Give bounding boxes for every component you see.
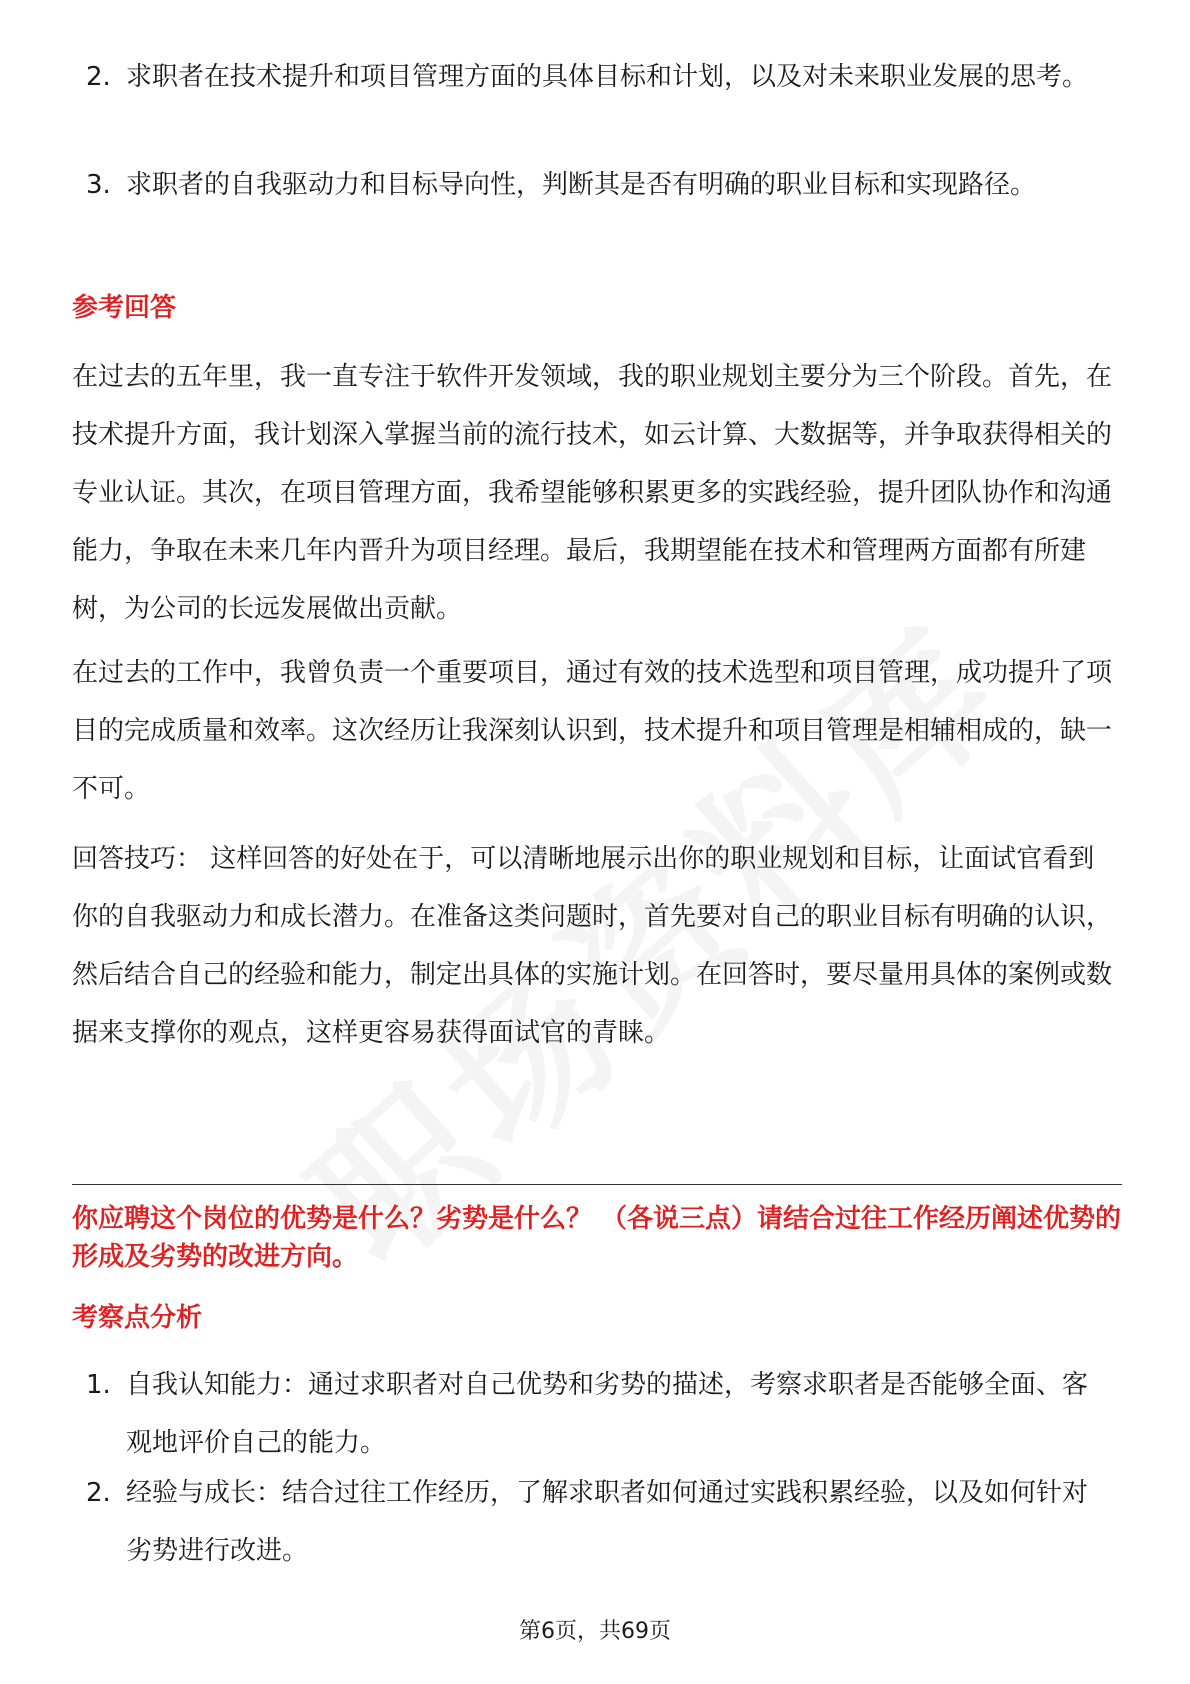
- analysis-heading: 考察点分析: [72, 1303, 203, 1333]
- list-item-text: 求职者的自我驱动力和目标导向性，判断其是否有明确的职业目标和实现路径。: [126, 170, 1037, 200]
- answer-paragraph-1: 在过去的五年里，我一直专注于软件开发领域，我的职业规划主要分为三个阶段。首先，在技术提升方面，我计划深入掌握当前的流行技术，如云计算、大数据等，并争取获得相关的专业认证。其次，在项目管理方面，我希望能够积累更多的实践经验，提升团队协作和沟通能力，争取在未来几年内晋升为项目经理。最后，我期望能在技术和管理两方面都有所建树，为公司的长远发展做出贡献。: [72, 362, 1113, 624]
- list-item: [0, 156, 1190, 272]
- list-item-text: 求职者在技术提升和项目管理方面的具体目标和计划，以及对未来职业发展的思考。: [126, 62, 1089, 92]
- reference-answer-heading: 参考回答: [72, 293, 177, 323]
- list-item: [0, 1356, 1190, 1472]
- list-item-number: 3.: [86, 170, 111, 200]
- answer-tip-paragraph: 回答技巧： 这样回答的好处在于，可以清晰地展示出你的职业规划和目标，让面试官看到你的自我驱动力和成长潜力。在准备这类问题时，首先要对自己的职业目标有明确的认识，然后结合自己的经验和能力，制定出具体的实施计划。在回答时，要尽量用具体的案例或数据来支撑你的观点，这样更容易获得面试官的青睐。: [72, 844, 1113, 1048]
- list-item-number: 2.: [86, 1478, 111, 1508]
- top-list: [0, 48, 1190, 200]
- section-divider: [72, 1184, 1122, 1185]
- list-item: [0, 48, 1190, 164]
- answer-paragraph-2: 在过去的工作中，我曾负责一个重要项目，通过有效的技术选型和项目管理，成功提升了项目的完成质量和效率。这次经历让我深刻认识到，技术提升和项目管理是相辅相成的，缺一不可。: [72, 658, 1113, 804]
- page-number-footer: 第6页，共69页: [519, 1619, 671, 1644]
- list-item-number: 1.: [86, 1370, 111, 1400]
- interview-question: 你应聘这个岗位的优势是什么？劣势是什么？ （各说三点）请结合过往工作经历阐述优势的形成及劣势的改进方向。: [72, 1204, 1122, 1272]
- list-item-number: 2.: [86, 62, 111, 92]
- list-item-text: 经验与成长：结合过往工作经历，了解求职者如何通过实践积累经验，以及如何针对劣势进行改进。: [126, 1478, 1089, 1566]
- list-item: [0, 1464, 1190, 1580]
- list-item-text: 自我认知能力：通过求职者对自己优势和劣势的描述，考察求职者是否能够全面、客观地评价自己的能力。: [126, 1370, 1089, 1458]
- bottom-list: [0, 1356, 1190, 1566]
